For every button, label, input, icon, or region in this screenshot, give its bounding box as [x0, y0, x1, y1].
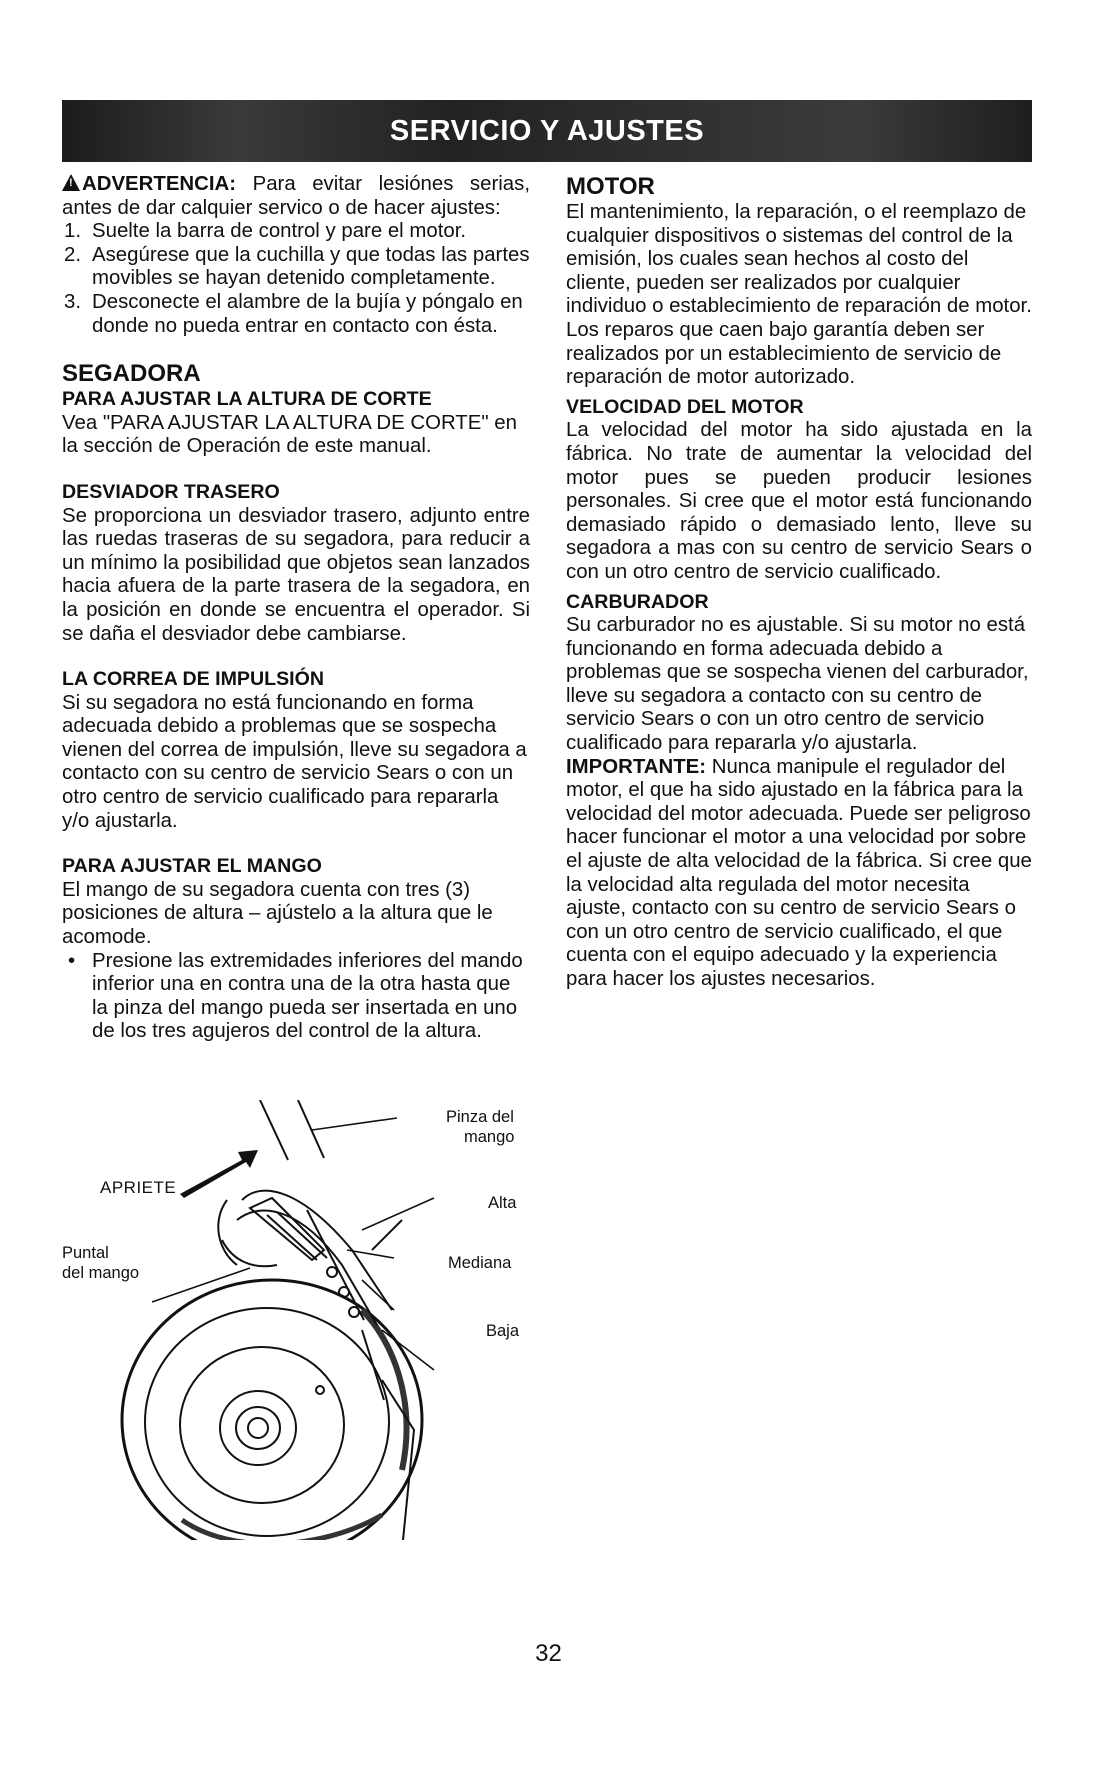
baja-label: Baja	[486, 1322, 520, 1340]
squeeze-arrow-icon	[180, 1150, 258, 1198]
warning-steps	[62, 220, 530, 338]
pinza-label-line1: Pinza del	[446, 1108, 514, 1126]
wheel-drawing	[122, 1280, 422, 1540]
altura-text: Vea "PARA AJUSTAR LA ALTURA DE CORTE" en la sección de Operación de este manual.	[62, 411, 517, 458]
left-column	[62, 173, 530, 1044]
mango-bullet: • Presione las extremidades inferiores del mando inferior una en contra una de la otra hasta que la pinza del mango pueda ser insertada en uno de los tres agujeros del control de la altura.	[62, 950, 530, 1044]
importante-label: IMPORTANTE:	[566, 755, 707, 778]
section-title: SERVICIO Y AJUSTES	[389, 114, 705, 147]
apriete-label: APRIETE	[100, 1178, 177, 1197]
importante-paragraph	[566, 756, 1032, 992]
mediana-label: Mediana	[448, 1254, 512, 1272]
warning-label: ADVERTENCIA:	[82, 173, 237, 195]
mango-heading: PARA AJUSTAR EL MANGO	[62, 855, 322, 878]
warning-icon: !	[62, 174, 80, 191]
mango-bullets	[62, 950, 530, 1044]
warning-text: Para evitar lesiónes serias, antes de dar calquier servico o de hacer ajustes:	[62, 173, 530, 219]
carburador-heading: CARBURADOR	[566, 590, 709, 613]
importante-text: Nunca manipule el regulador del motor, el que ha sido ajustado en la fábrica para la velocidad del motor adecuada. Puede ser peligroso hacer funcionar el motor a una velocidad por sobre el ajuste de alta velocidad de la fábrica. Si cree que la velocidad alta regulada del motor necesita ajuste, contacto con su centro de servicio Sears o con un otro centro de servicio cualificado, el que cuenta con el equipo adecuado y la experiencia para hacer los ajustes necesarios.	[566, 755, 1032, 990]
altura-heading: PARA AJUSTAR LA ALTURA DE CORTE	[62, 388, 432, 411]
handle-tubes-drawing	[260, 1100, 414, 1540]
carburador-text: Su carburador no es ajustable. Si su motor no está funcionando en forma adecuada debido a problemas que se sospecha vienen del carburador, lleve su segadora a contacto con su centro de servicio Sears o con un otro centro de servicio cualificado para repararla y/o ajustarla.	[566, 614, 1029, 755]
correa-text: Si su segadora no está funcionando en forma adecuada debido a problemas que se sospecha vienen del correa de impulsión, lleve su segadora a contacto con su centro de servicio Sears o con un otro centro de servicio cualificado para repararla y/o ajustarla.	[62, 691, 527, 832]
alta-label: Alta	[488, 1194, 517, 1212]
section-banner	[62, 100, 1032, 162]
desviador-text: Se proporciona un desviador trasero, adjunto entre las ruedas traseras de su segadora, para reducir a un mínimo la posibilidad que objetos sean lanzados hacia afuera de la parte trasera de la segadora, en la posición en donde se encuentra el operador. Si se daña el desviador debe cambiarse.	[62, 504, 530, 645]
motor-text: El mantenimiento, la reparación, o el reemplazo de cualquier dispositivos o sistemas del control de la emisión, los cuales sean hechos al costo del cliente, pueden ser realizados por cualquier individuo o establecimiento de reparación de motor. Los reparos que caen bajo garantía deben ser realizados por un establecimiento de servicio de reparación de motor autorizado.	[566, 201, 1032, 389]
handle-adjust-figure	[62, 1100, 542, 1540]
page-number: 32	[535, 1640, 562, 1667]
segadora-heading: SEGADORA	[62, 360, 201, 388]
warning-step: 3. Desconecte el alambre de la bujía y póngalo en donde no pueda entrar en contacto con ésta.	[64, 290, 523, 337]
motor-heading: MOTOR	[566, 173, 655, 200]
velocidad-text: La velocidad del motor ha sido ajustada en la fábrica. No trate de aumentar la velocidad del motor pues se pueden producir lesiones personales. Si cree que el motor está funcionando demasiado rápido o demasiado lento, lleve su segadora a mas con su centro de servicio Sears o con un otro centro de servicio cualificado.	[566, 419, 1032, 583]
puntal-label-line2: del mango	[62, 1264, 140, 1282]
puntal-label-line1: Puntal	[62, 1244, 109, 1262]
mango-text: El mango de su segadora cuenta con tres (3) posiciones de altura – ajústelo a la altura que le acomode.	[62, 878, 493, 949]
warning-step: 1. Suelte la barra de control y pare el motor.	[64, 220, 467, 243]
desviador-heading: DESVIADOR TRASERO	[62, 480, 280, 503]
warning-paragraph	[62, 173, 530, 220]
right-column	[566, 173, 1032, 992]
correa-heading: LA CORREA DE IMPULSIÓN	[62, 668, 324, 691]
warning-step: 2. Asegúrese que la cuchilla y que todas las partes movibles se hayan detenido completamente.	[64, 243, 530, 290]
handle-illustration	[62, 1100, 542, 1540]
pinza-label-line2: mango	[464, 1128, 515, 1146]
velocidad-heading: VELOCIDAD DEL MOTOR	[566, 395, 804, 418]
